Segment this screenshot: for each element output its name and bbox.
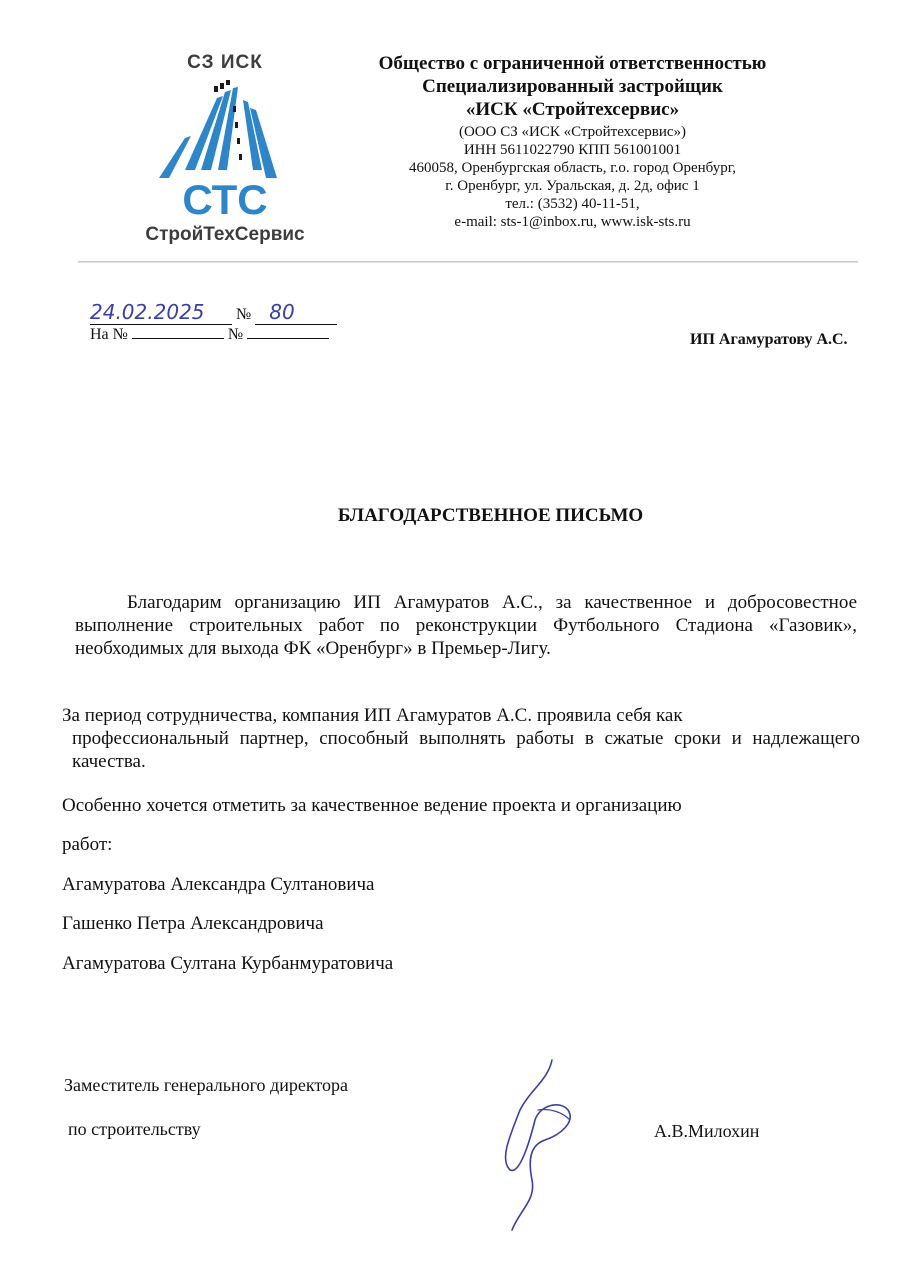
company-line-9: e-mail: sts-1@inbox.ru, www.isk-sts.ru bbox=[454, 214, 691, 230]
number-value: 80 bbox=[269, 300, 295, 324]
company-line-1: Общество с ограниченной ответственностью bbox=[378, 53, 767, 74]
header-divider bbox=[78, 261, 858, 263]
paragraph-2-rest: профессиональный партнер, способный выполнять работы в сжатые сроки и надлежащего качества. bbox=[72, 728, 860, 772]
logo-top-text: СЗ ИСК bbox=[187, 52, 263, 73]
registration-block bbox=[90, 300, 337, 346]
addressee: ИП Агамуратову А.С. bbox=[690, 331, 848, 348]
date-field bbox=[90, 300, 232, 325]
paragraph-4: работ: bbox=[62, 834, 113, 855]
reference-label: На № bbox=[90, 326, 128, 343]
signatory-name: А.В.Милохин bbox=[654, 1121, 760, 1141]
company-logo bbox=[125, 48, 325, 258]
paragraph-2-first-line: За период сотрудничества, компания ИП Агамуратов А.С. проявила себя как bbox=[62, 705, 683, 726]
logo-emblem bbox=[125, 78, 325, 228]
reference-field bbox=[132, 324, 224, 339]
paragraph-1: Благодарим организацию ИП Агамуратов А.С., за качественное и добросовестное выполнение строительных работ по реконструкции Футбольного Стадиона «Газовик», необходимых для выхода ФК «Оренбург» в Премьер-Лигу. bbox=[75, 592, 857, 659]
company-line-4: (ООО СЗ «ИСК «Стройтехсервис») bbox=[458, 124, 687, 140]
company-line-2: Специализированный застройщик bbox=[422, 76, 723, 97]
handwritten-signature bbox=[490, 1050, 600, 1240]
logo-bottom-text: СтройТехСервис bbox=[145, 224, 305, 245]
employee-name-3: Агамуратова Султана Курбанмуратовича bbox=[62, 953, 394, 974]
signatory-position-line-2: по строительству bbox=[68, 1119, 201, 1139]
company-line-5: ИНН 5611022790 КПП 561001001 bbox=[463, 142, 682, 158]
registration-row bbox=[90, 300, 337, 322]
reference-number-field bbox=[247, 324, 329, 339]
company-line-8: тел.: (3532) 40-11-51, bbox=[505, 196, 640, 212]
reference-number-label: № bbox=[227, 326, 244, 343]
reference-row bbox=[90, 324, 337, 346]
document-title: БЛАГОДАРСТВЕННОЕ ПИСЬМО bbox=[337, 505, 644, 526]
number-field bbox=[255, 300, 337, 325]
company-line-6: 460058, Оренбургская область, г.о. город Оренбург, bbox=[409, 160, 736, 176]
number-label: № bbox=[236, 306, 252, 323]
date-value: 24.02.2025 bbox=[90, 300, 205, 324]
company-line-7: г. Оренбург, ул. Уральская, д. 2д, офис 1 bbox=[445, 178, 700, 194]
logo-middle-text: СТС bbox=[182, 176, 268, 223]
employee-name-2: Гашенко Петра Александровича bbox=[62, 913, 324, 934]
signatory-position-line-1: Заместитель генерального директора bbox=[64, 1075, 348, 1095]
company-line-3: «ИСК «Стройтехсервис» bbox=[465, 99, 680, 120]
employee-name-1: Агамуратова Александра Султановича bbox=[62, 874, 375, 895]
paragraph-2 bbox=[62, 704, 860, 773]
paragraph-3: Особенно хочется отметить за качественное ведение проекта и организацию bbox=[62, 795, 682, 816]
company-header bbox=[330, 52, 815, 231]
